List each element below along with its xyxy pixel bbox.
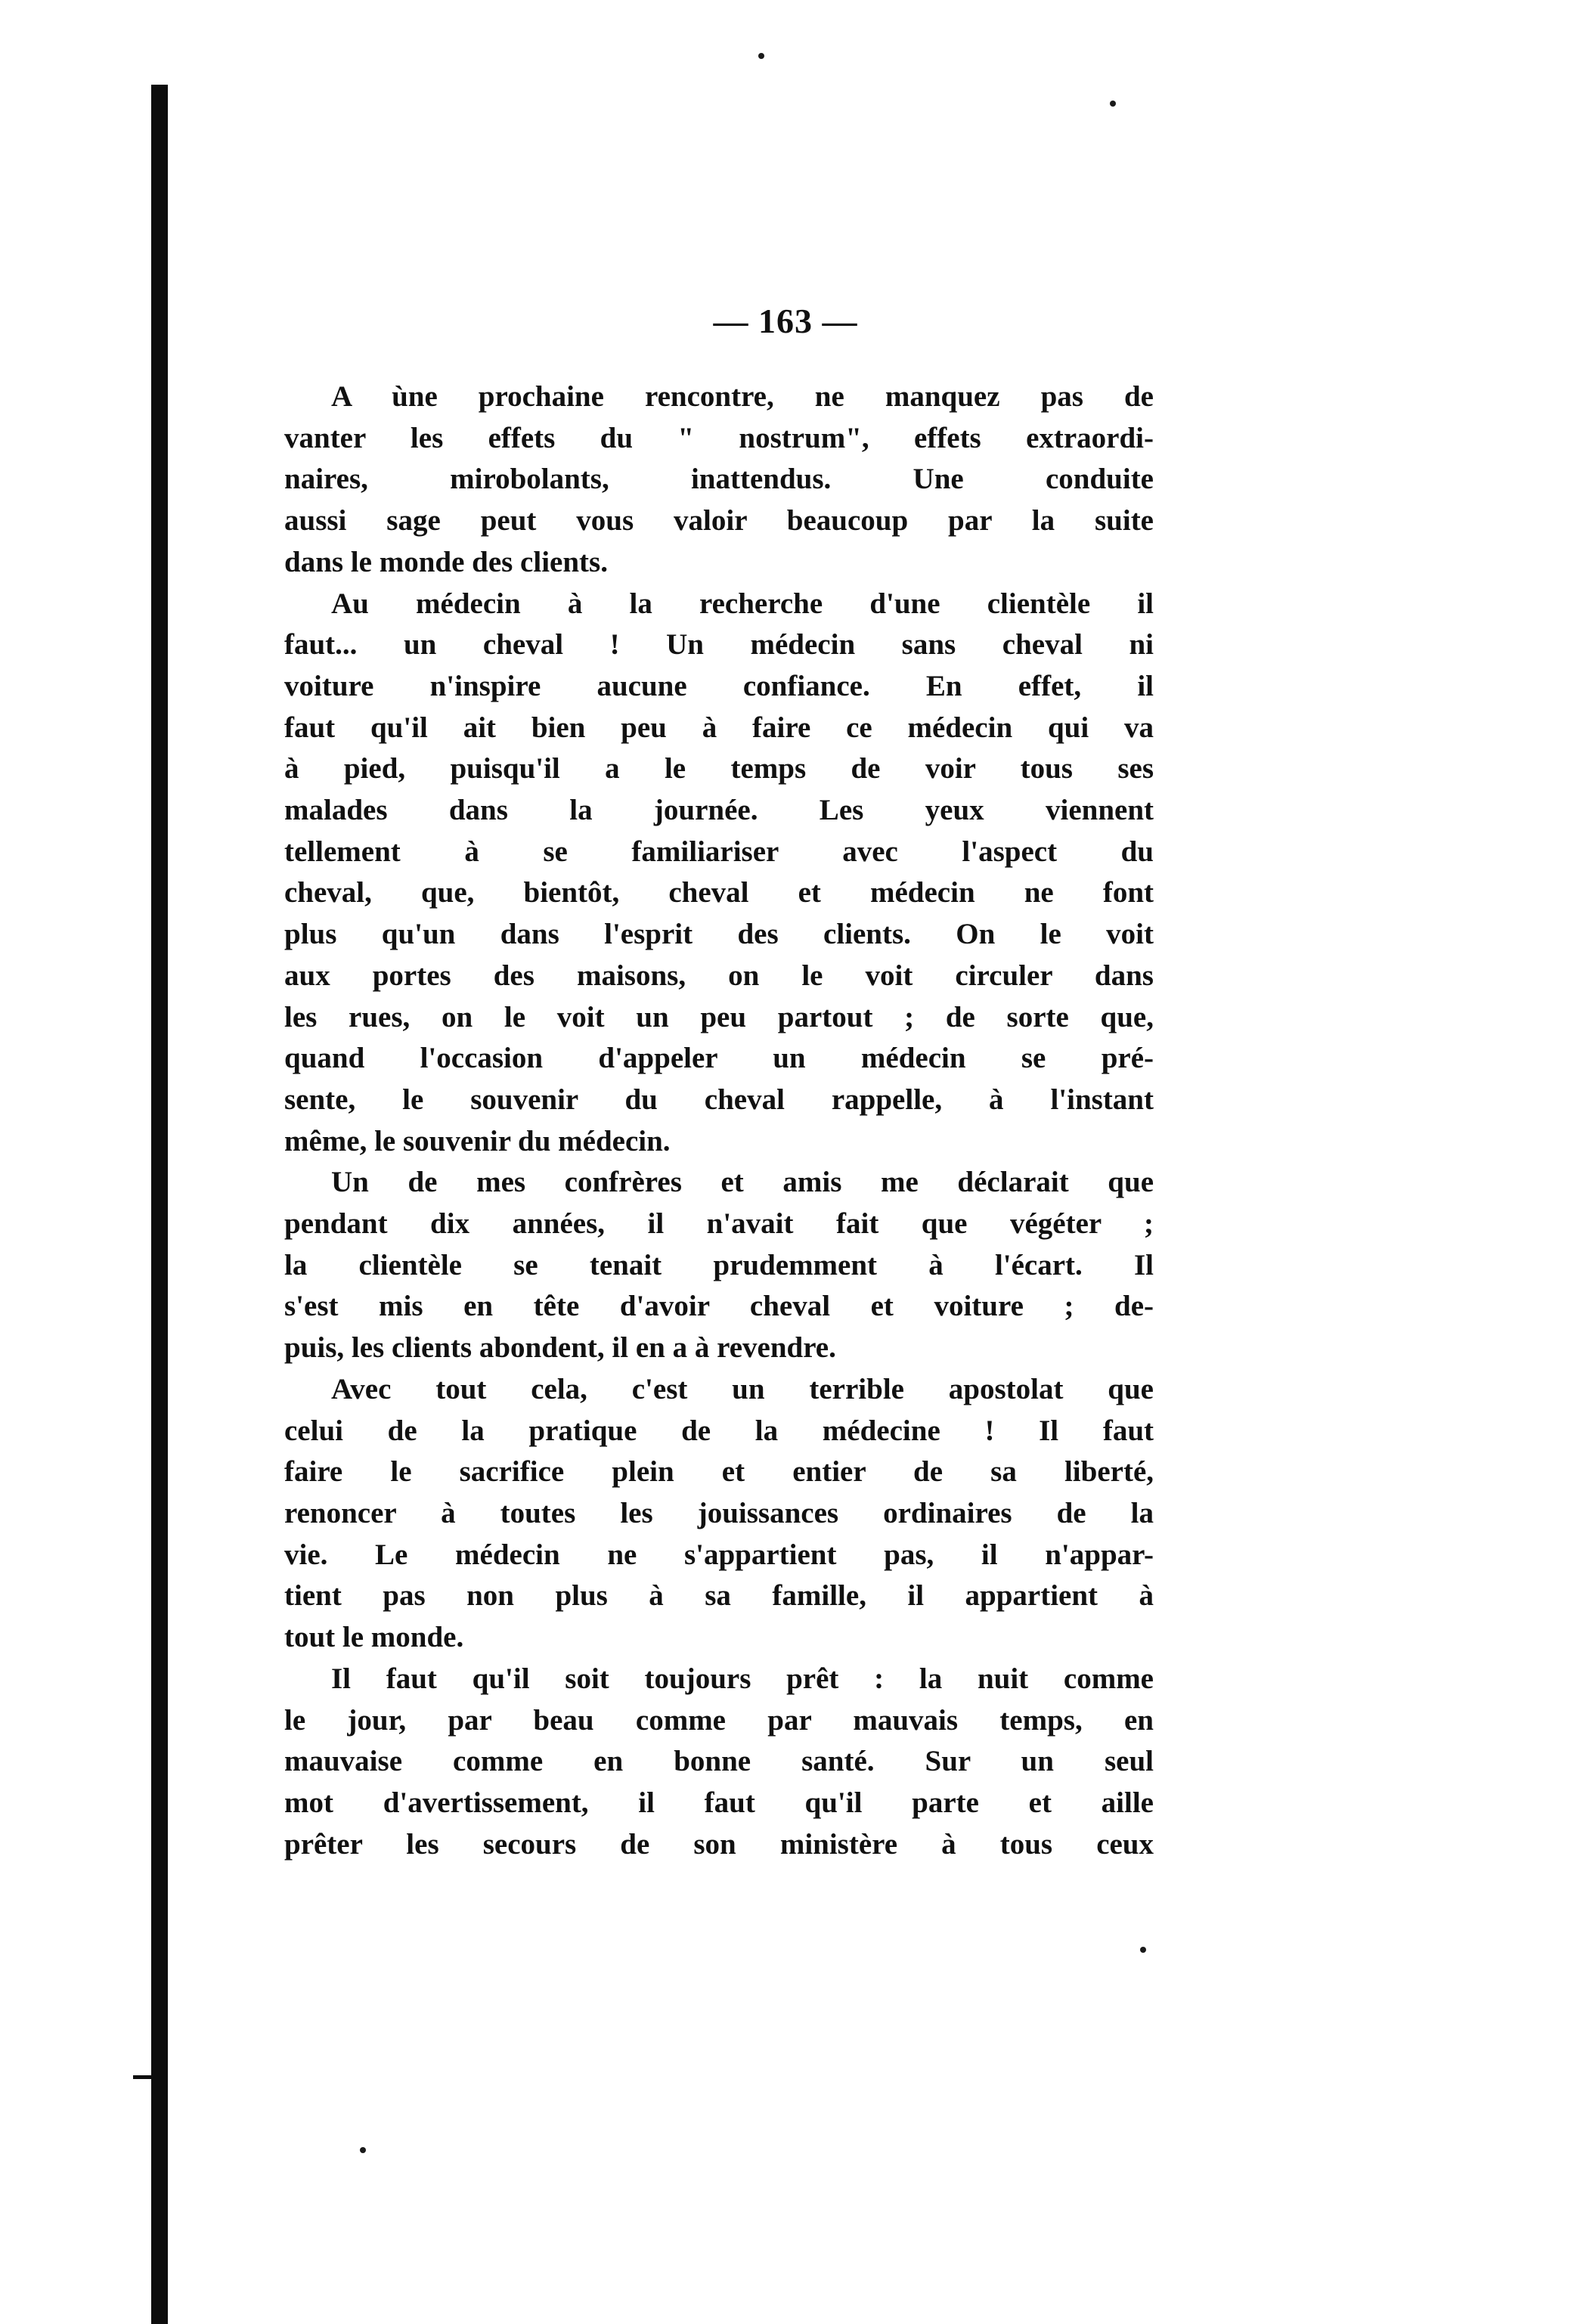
text-line: la clientèle se tenait prudemment à l'écart. Il — [284, 1248, 1154, 1281]
page-number: — 163 — — [713, 302, 858, 340]
text-line: Un de mes confrères et amis me déclarait que — [331, 1166, 1154, 1199]
scan-speck — [1110, 101, 1116, 107]
text-line: voiture n'inspire aucune confiance. En effet, il — [284, 669, 1154, 702]
text-line: aux portes des maisons, on le voit circuler dans — [284, 959, 1154, 992]
scan-speck — [758, 53, 764, 59]
text-line: sente, le souvenir du cheval rappelle, à l'instant — [284, 1083, 1154, 1116]
text-line: plus qu'un dans l'esprit des clients. On le voit — [284, 918, 1154, 951]
text-line: malades dans la journée. Les yeux viennent — [284, 794, 1154, 827]
text-line: vie. Le médecin ne s'appartient pas, il n'appar- — [284, 1538, 1154, 1571]
text-line: s'est mis en tête d'avoir cheval et voiture ; de- — [284, 1290, 1154, 1323]
text-line: aussi sage peut vous valoir beaucoup par la suite — [284, 504, 1154, 538]
text-line: tellement à se familiariser avec l'aspect du — [284, 835, 1154, 868]
text-line: naires, mirobolants, inattendus. Une conduite — [284, 463, 1154, 496]
text-line: celui de la pratique de la médecine ! Il faut — [284, 1414, 1154, 1447]
text-line: Avec tout cela, c'est un terrible apostolat que — [331, 1372, 1154, 1405]
text-line: le jour, par beau comme par mauvais temps, en — [284, 1703, 1154, 1737]
scan-speck — [360, 2147, 366, 2153]
text-line: mot d'avertissement, il faut qu'il parte et aille — [284, 1786, 1154, 1819]
text-line: Au médecin à la recherche d'une clientèle il — [331, 587, 1154, 620]
text-line: cheval, que, bientôt, cheval et médecin ne font — [284, 876, 1154, 909]
text-line: quand l'occasion d'appeler un médecin se pré- — [284, 1042, 1154, 1075]
text-line: même, le souvenir du médecin. — [284, 1124, 671, 1157]
text-line: faire le sacrifice plein et entier de sa liberté, — [284, 1455, 1154, 1489]
page-body-text — [284, 376, 1154, 1865]
text-line: renoncer à toutes les jouissances ordinaires de la — [284, 1496, 1154, 1529]
text-line: faut qu'il ait bien peu à faire ce médecin qui va — [284, 711, 1154, 744]
text-line: dans le monde des clients. — [284, 545, 608, 578]
text-line: vanter les effets du " nostrum", effets extraordi- — [284, 421, 1154, 454]
text-line: prêter les secours de son ministère à tous ceux — [284, 1827, 1154, 1861]
text-line: pendant dix années, il n'avait fait que végéter ; — [284, 1207, 1154, 1241]
text-line: faut... un cheval ! Un médecin sans cheval ni — [284, 628, 1154, 662]
binding-mark — [133, 2075, 153, 2079]
text-line: les rues, on le voit un peu partout ; de sorte que, — [284, 1000, 1154, 1033]
scan-speck — [1140, 1947, 1146, 1953]
text-line: puis, les clients abondent, il en a à revendre. — [284, 1331, 836, 1365]
text-line: tient pas non plus à sa famille, il appartient à — [284, 1579, 1154, 1613]
text-line: mauvaise comme en bonne santé. Sur un seul — [284, 1745, 1154, 1778]
text-line: A ùne prochaine rencontre, ne manquez pas de — [331, 380, 1154, 413]
text-line: à pied, puisqu'il a le temps de voir tous ses — [284, 752, 1154, 786]
text-line: Il faut qu'il soit toujours prêt : la nuit comme — [331, 1662, 1154, 1695]
text-line: tout le monde. — [284, 1621, 464, 1654]
page-binding-edge — [151, 85, 168, 2324]
